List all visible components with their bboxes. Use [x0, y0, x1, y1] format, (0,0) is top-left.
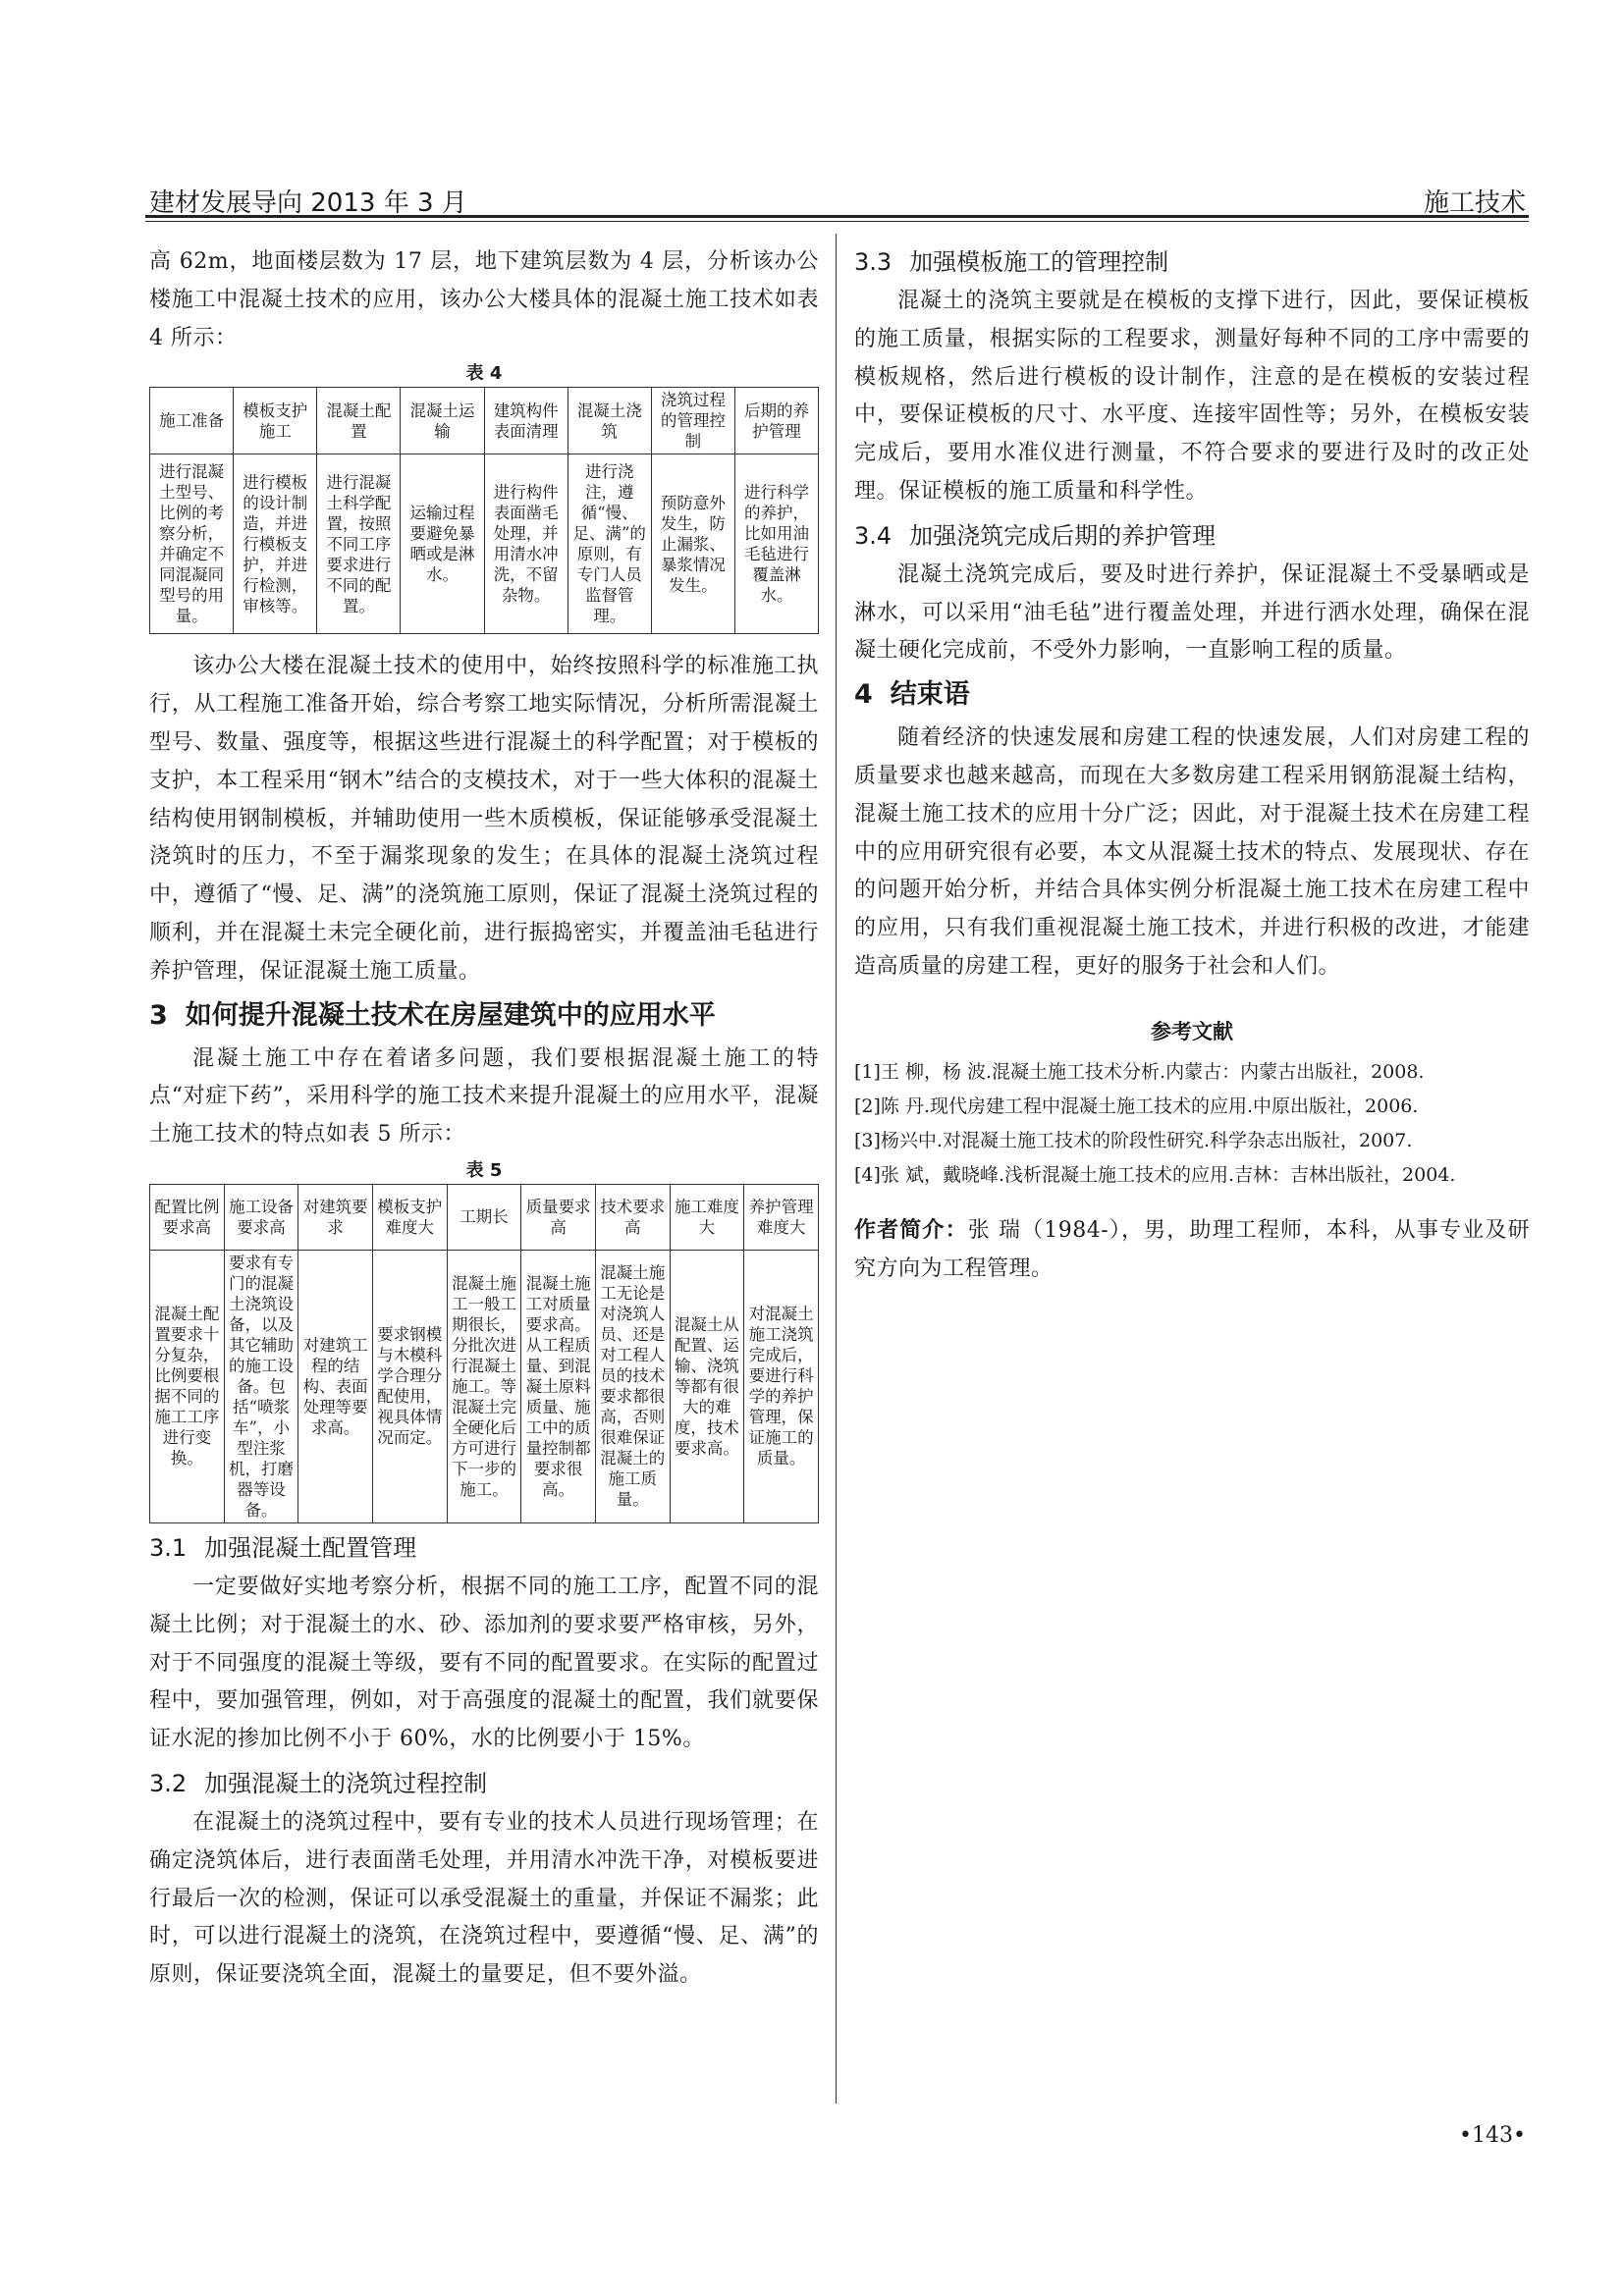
table4-cell: 运输过程要避免暴晒或是淋水。 [401, 454, 484, 634]
subsection-heading [854, 243, 1530, 281]
subsection-number: 3.1 [149, 1533, 188, 1562]
body-paragraph: 随着经济的快速发展和房建工程的快速发展，人们对房建工程的质量要求也越来越高，而现在大多数房建工程采用钢筋混凝土结构，混凝土施工技术的应用十分广泛；因此，对于混凝土技术在房建工程中的应用研究很有必要，本文从混凝土技术的特点、发展现状、存在的问题开始分析，并结合具体实例分析混凝土施工技术在房建工程中的应用，只有我们重视混凝土施工技术，并进行积极的改进，才能建造高质量的房建工程，更好的服务于社会和人们。 [854, 725, 1530, 979]
reference-item: [4]张 斌，戴晓峰.浅析混凝土施工技术的应用.吉林：吉林出版社，2004. [854, 1163, 1456, 1186]
table4-cell: 进行混凝土科学配置，按照不同工序要求进行不同的配置。 [317, 454, 401, 634]
body-paragraph: 混凝土浇筑完成后，要及时进行养护，保证混凝土不受暴晒或是淋水，可以采用“油毛毡”进行覆盖处理，并进行洒水处理，确保在混凝土硬化完成前，不受外力影响，一直影响工程的质量。 [854, 561, 1530, 664]
subsection-number: 3.3 [854, 248, 893, 276]
subsection-title: 加强浇筑完成后期的养护管理 [909, 521, 1217, 550]
table5 [149, 1184, 819, 1523]
table5-cell: 要求钢模与木模科学合理分配使用，视具体情况而定。 [372, 1250, 447, 1522]
table5-cell: 混凝土施工一般工期很长，分批次进行混凝土施工。等混凝土完全硬化后方可进行下一步的施工。 [447, 1250, 521, 1522]
table5-header: 质量要求高 [521, 1184, 596, 1250]
table4-header: 混凝土配置 [317, 388, 401, 454]
table4-cell: 进行模板的设计制造，并进行模板支护，并进行检测，审核等。 [234, 454, 317, 634]
table5-header: 工期长 [447, 1184, 521, 1250]
subsection-title: 加强模板施工的管理控制 [909, 248, 1169, 276]
section-title: 结束语 [890, 679, 970, 711]
body-paragraph: 混凝土的浇筑主要就是在模板的支撑下进行，因此，要保证模板的施工质量，根据实际的工程要求，测量好每种不同的工序中需要的模板规格，然后进行模板的设计制作，注意的是在模板的安装过程中，要保证模板的尺寸、水平度、连接牢固性等；另外，在模板安装完成后，要用水准仪进行测量，不符合要求的要进行及时的改正处理。保证模板的施工质量和科学性。 [854, 289, 1530, 504]
table5-header: 对建筑要求 [298, 1184, 373, 1250]
table5-cell: 混凝土从配置、运输、浇筑等都有很大的难度，技术要求高。 [670, 1250, 744, 1522]
table5-cell: 混凝土施工对质量要求高。从工程质量、到混凝土原料质量、施工中的质量控制都要求很高。 [521, 1250, 596, 1522]
table5-header: 技术要求高 [595, 1184, 670, 1250]
body-paragraph: 混凝土施工中存在着诸多问题，我们要根据混凝土施工的特点“对症下药”，采用科学的施工技术来提升混凝土的应用水平，混凝土施工技术的特点如表 5 所示： [149, 1045, 819, 1148]
table5-header: 模板支护难度大 [372, 1184, 447, 1250]
subsection-number: 3.2 [149, 1769, 188, 1797]
subsection-heading [149, 1765, 819, 1802]
table4-header: 后期的养护管理 [734, 388, 818, 454]
table5-header: 配置比例要求高 [150, 1184, 225, 1250]
column-divider [836, 234, 837, 2104]
right-column [854, 243, 1530, 1288]
reference-item: [3]杨兴中.对混凝土施工技术的阶段性研究.科学杂志出版社，2007. [854, 1129, 1413, 1151]
section-heading [854, 674, 1530, 716]
table5-header: 施工难度大 [670, 1184, 744, 1250]
table4-cell: 预防意外发生，防止漏浆、暴浆情况发生。 [651, 454, 734, 634]
left-column [149, 243, 819, 1995]
table4-title: 表 4 [465, 363, 503, 385]
table4-cell: 进行混凝土型号、比例的考察分析，并确定不同混凝同型号的用量。 [150, 454, 234, 634]
author-label: 作者简介： [854, 1217, 968, 1243]
intro-paragraph: 高 62m，地面楼层数为 17 层，地下建筑层数为 4 层，分析该办公楼施工中混凝土技术的应用，该办公大楼具体的混凝土施工技术如表 4 所示： [149, 249, 819, 350]
table5-cell: 对建筑工程的结构、表面处理等要求高。 [298, 1250, 373, 1522]
table5-header: 养护管理难度大 [744, 1184, 819, 1250]
references-title: 参考文献 [1151, 1019, 1233, 1043]
table4 [149, 387, 819, 634]
subsection-number: 3.4 [854, 521, 893, 550]
table4-header: 浇筑过程的管理控制 [651, 388, 734, 454]
table4-header: 模板支护施工 [234, 388, 317, 454]
table5-cell: 要求有专门的混凝土浇筑设备，以及其它辅助的施工设备。包括“喷浆车”，小型注浆机，打磨器等设备。 [224, 1250, 298, 1522]
table4-header: 混凝土浇筑 [568, 388, 651, 454]
author-note [854, 1212, 1530, 1289]
subsection-heading [149, 1529, 819, 1567]
section-heading [149, 995, 819, 1037]
table5-cell: 混凝土施工无论是对浇筑人员、还是对工程人员的技术要求都很高，否则很难保证混凝土的施工质量。 [595, 1250, 670, 1522]
table5-header-row [150, 1184, 819, 1250]
table5-cell: 混凝土配置要求十分复杂，比例要根据不同的施工工序进行变换。 [150, 1250, 225, 1522]
reference-item: [2]陈 丹.现代房建工程中混凝土施工技术的应用.中原出版社，2006. [854, 1095, 1419, 1117]
table4-cell: 进行科学的养护，比如用油毛毡进行覆盖淋水。 [734, 454, 818, 634]
section-header: 施工技术 [1423, 188, 1526, 218]
table5-title: 表 5 [465, 1159, 503, 1181]
table4-row [150, 454, 819, 634]
table4-header-row [150, 388, 819, 454]
body-paragraph: 该办公大楼在混凝土技术的使用中，始终按照科学的标准施工执行，从工程施工准备开始，综合考察工地实际情况，分析所需混凝土型号、数量、强度等，根据这些进行混凝土的科学配置；对于模板的支护，本工程采用“钢木”结合的支模技术，对于一些大体积的混凝土结构使用钢制模板，并辅助使用一些木质模板，保证能够承受混凝土浇筑时的压力，不至于漏浆现象的发生；在具体的混凝土浇筑过程中，遵循了“慢、足、满”的浇筑施工原则，保证了混凝土浇筑过程的顺利，并在混凝土未完全硬化前，进行振捣密实，并覆盖油毛毡进行养护管理，保证混凝土施工质量。 [149, 654, 819, 984]
table4-header: 混凝土运输 [401, 388, 484, 454]
section-number: 3 [149, 999, 168, 1031]
table5-row [150, 1250, 819, 1522]
table4-header: 施工准备 [150, 388, 234, 454]
body-paragraph: 一定要做好实地考察分析，根据不同的施工工序，配置不同的混凝土比例；对于混凝土的水、砂、添加剂的要求要严格审核，另外，对于不同强度的混凝土等级，要有不同的配置要求。在实际的配置过程中，要加强管理，例如，对于高强度的混凝土的配置，我们就要保证水泥的掺加比例不小于 60%，水的比例要小于 15%。 [149, 1574, 819, 1752]
table5-header: 施工设备要求高 [224, 1184, 298, 1250]
subsection-heading [854, 517, 1530, 555]
table5-cell: 对混凝土施工浇筑完成后，要进行科学的养护管理，保证施工的质量。 [744, 1250, 819, 1522]
table4-header: 建筑构件表面清理 [484, 388, 568, 454]
reference-item: [1]王 柳，杨 波.混凝土施工技术分析.内蒙古：内蒙古出版社，2008. [854, 1060, 1425, 1083]
section-title: 如何提升混凝土技术在房屋建筑中的应用水平 [185, 999, 716, 1031]
body-paragraph: 在混凝土的浇筑过程中，要有专业的技术人员进行现场管理；在确定浇筑体后，进行表面凿毛处理，并用清水冲洗干净，对模板要进行最后一次的检测，保证可以承受混凝土的重量，并保证不漏浆；此时，可以进行混凝土的浇筑，在浇筑过程中，要遵循“慢、足、满”的原则，保证要浇筑全面，混凝土的量要足，但不要外溢。 [149, 1809, 819, 1988]
table4-cell: 进行构件表面凿毛处理，并用清水冲洗，不留杂物。 [484, 454, 568, 634]
subsection-title: 加强混凝土的浇筑过程控制 [204, 1769, 488, 1797]
section-number: 4 [854, 679, 873, 711]
header-rule [145, 215, 1529, 222]
journal-header: 建材发展导向 2013 年 3 月 [149, 188, 467, 218]
page-number: •143• [1459, 2123, 1526, 2148]
author-text: 张 瑞（1984-），男，助理工程师，本科，从事专业及研究方向为工程管理。 [854, 1217, 1530, 1281]
subsection-title: 加强混凝土配置管理 [204, 1533, 417, 1562]
table4-cell: 进行浇注，遵循“慢、足、满”的原则，有专门人员监督管理。 [568, 454, 651, 634]
